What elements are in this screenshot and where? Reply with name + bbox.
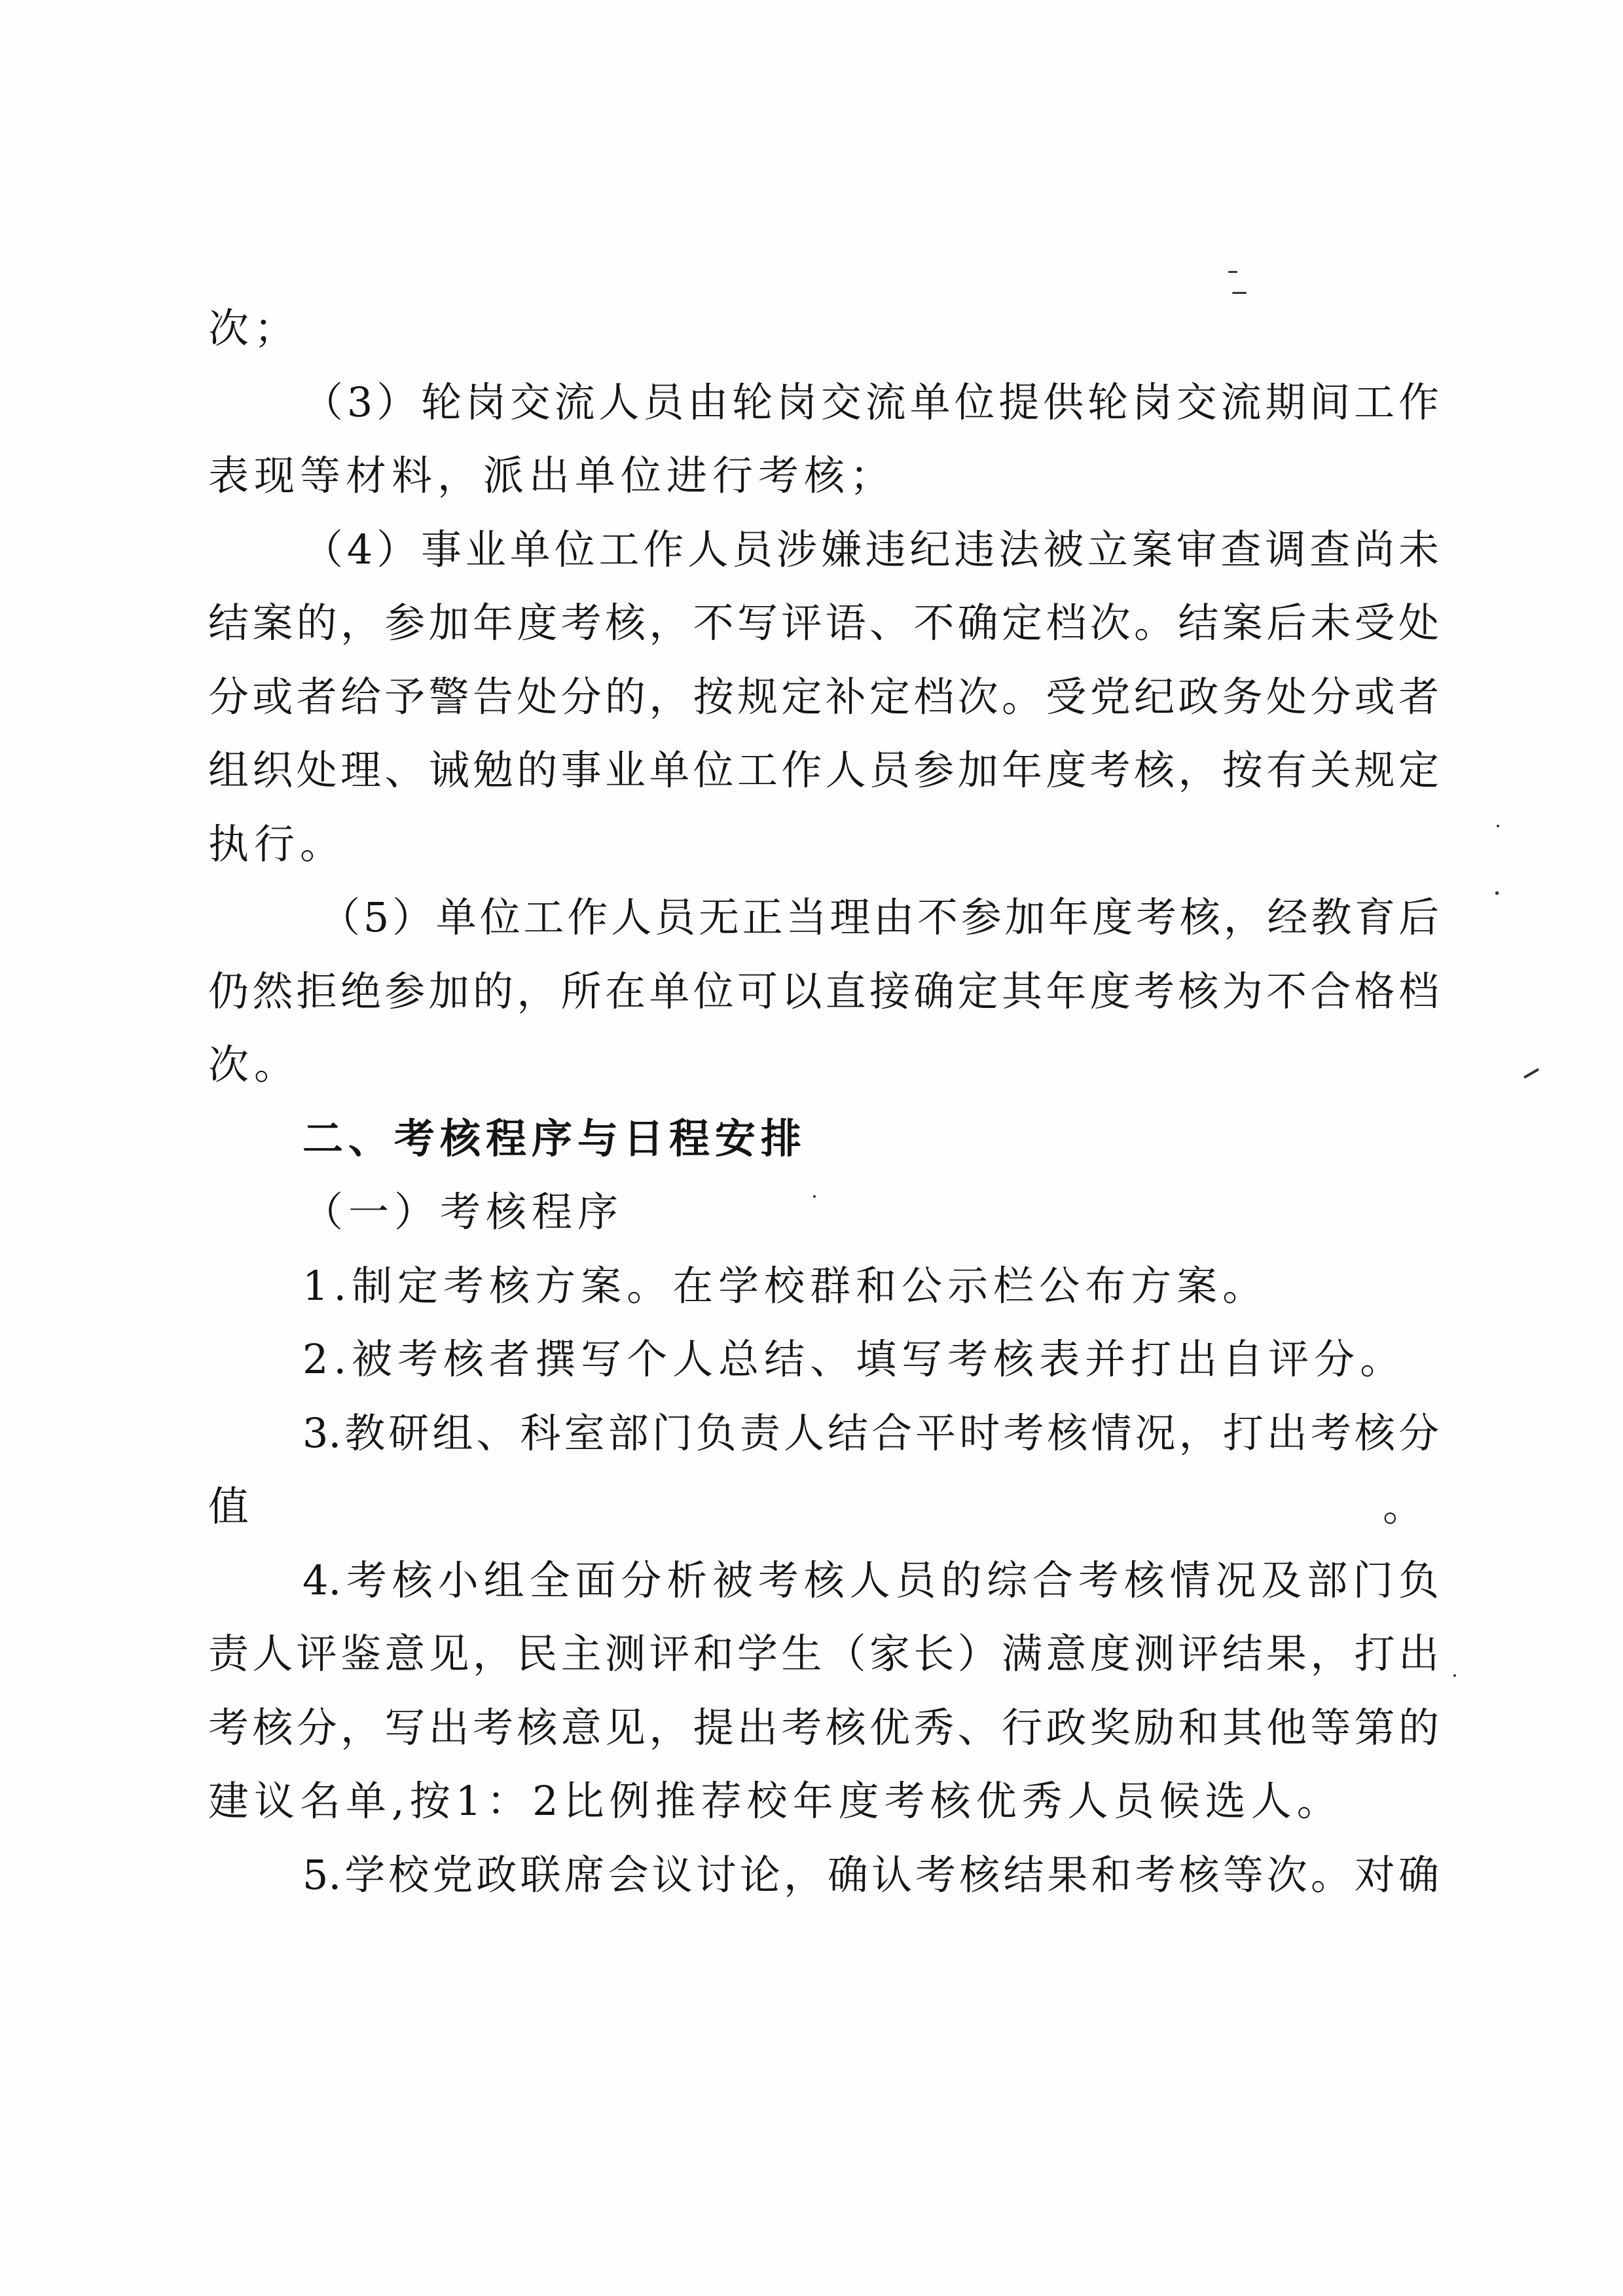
text-line-7: 组织处理、诫勉的事业单位工作人员参加年度考核，按有关规定 xyxy=(208,746,1439,794)
text-line-3: 表现等材料，派出单位进行考核； xyxy=(208,452,896,499)
scan-speck xyxy=(1497,825,1499,827)
text-line-8: 执行。 xyxy=(208,820,346,868)
text-line-step3-cont: 值 xyxy=(208,1482,255,1530)
text-line-step4-cont1: 责人评鉴意见，民主测评和学生（家长）满意度测评结果，打出 xyxy=(208,1630,1439,1677)
text-line-step5: 5.学校党政联席会议讨论，确认考核结果和考核等次。对确 xyxy=(302,1851,1439,1899)
scan-speck xyxy=(1495,891,1499,895)
end-period: 。 xyxy=(1383,1482,1424,1530)
text-line-step3: 3.教研组、科室部门负责人结合平时考核情况，打出考核分 xyxy=(302,1409,1439,1457)
subsection-heading: （一）考核程序 xyxy=(302,1188,624,1236)
scan-speck xyxy=(813,1195,816,1198)
text-line-10: 仍然拒绝参加的，所在单位可以直接确定其年度考核为不合格档 xyxy=(208,967,1439,1015)
text-line-step4-cont2: 考核分，写出考核意见，提出考核优秀、行政奖励和其他等第的 xyxy=(208,1704,1439,1751)
scan-speck xyxy=(1232,292,1247,294)
text-line-step1: 1.制定考核方案。在学校群和公示栏公布方案。 xyxy=(302,1262,1269,1310)
text-line-9: （5）单位工作人员无正当理由不参加年度考核，经教育后 xyxy=(319,893,1439,941)
text-line-4: （4）事业单位工作人员涉嫌违纪违法被立案审查调查尚未 xyxy=(302,526,1439,573)
text-line-11: 次。 xyxy=(208,1041,301,1088)
text-line-2: （3）轮岗交流人员由轮岗交流单位提供轮岗交流期间工作 xyxy=(302,378,1439,426)
text-line-6: 分或者给予警告处分的，按规定补定档次。受党纪政务处分或者 xyxy=(208,673,1439,721)
scan-speck xyxy=(1453,1674,1456,1677)
text-line-5: 结案的，参加年度考核，不写评语、不确定档次。结案后未受处 xyxy=(208,599,1439,647)
text-line-step2: 2.被考核者撰写个人总结、填写考核表并打出自评分。 xyxy=(302,1335,1406,1383)
text-line-1: 次； xyxy=(208,304,301,352)
text-line-step4: 4.考核小组全面分析被考核人员的综合考核情况及部门负 xyxy=(302,1556,1439,1604)
text-line-step4-cont3: 建议名单,按1：2比例推荐校年度考核优秀人员候选人。 xyxy=(208,1777,1343,1825)
section-heading: 二、考核程序与日程安排 xyxy=(302,1115,807,1162)
scan-speck xyxy=(1228,271,1237,273)
scan-speck xyxy=(1523,1068,1540,1079)
